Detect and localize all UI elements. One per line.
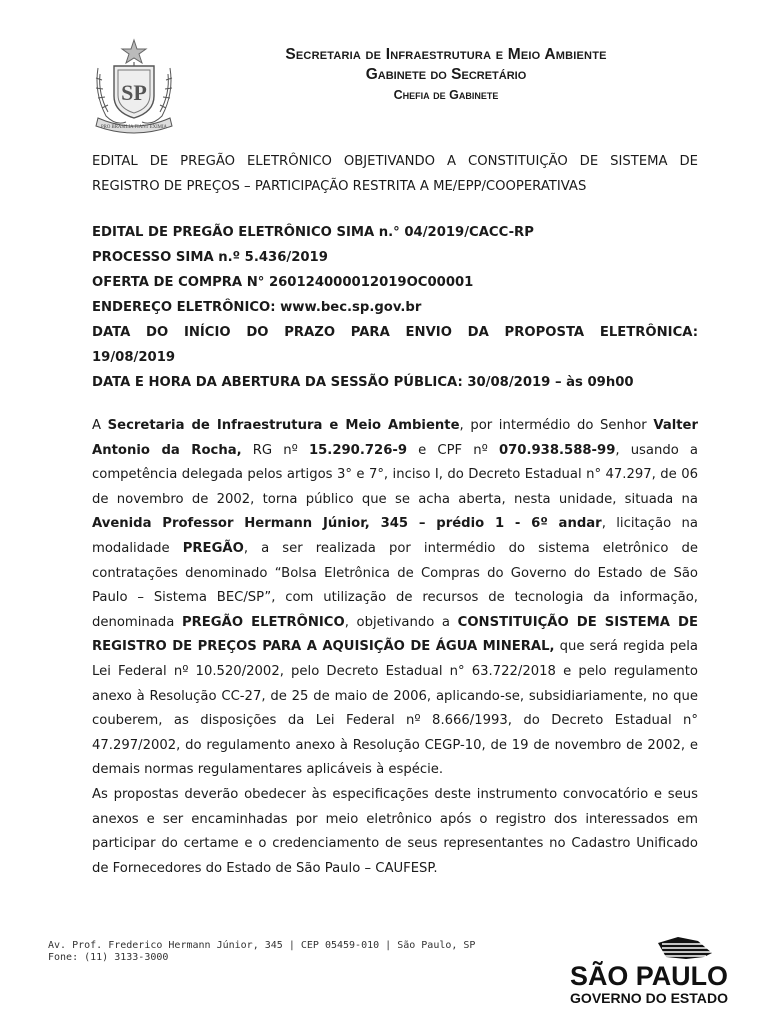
header-secretaria: Secretaria de Infraestrutura e Meio Ambiente [285, 46, 607, 63]
p1-bold: Valter Antonio da Rocha, [92, 418, 698, 458]
p1-bold: Secretaria de Infraestrutura e Meio Ambiente [107, 418, 460, 433]
p1-text: A [92, 418, 108, 433]
body-paragraph-2: As propostas deverão obedecer às especificações deste instrumento convocatório e seus anexos e ser encaminhadas por meio eletrônico após o registro dos interessados em participar do certame e o credenciamento de seus representantes no Cadastro Unificado de Fornecedores do Estado de São Paulo – CAUFESP. [92, 786, 698, 876]
footer-address: Av. Prof. Frederico Hermann Júnior, 345 | CEP 05459-010 | São Paulo, SP [48, 940, 476, 951]
logo-sao-paulo: SÃO PAULO [570, 961, 729, 991]
endereco-eletronico: ENDEREÇO ELETRÔNICO: www.bec.sp.gov.br [92, 300, 422, 315]
p1-text: , por intermédio do Senhor [459, 418, 654, 433]
p1-bold: 15.290.726-9 [308, 442, 408, 458]
p1-text: que será regida pela Lei Federal nº 10.520/2002, pelo Decreto Estadual n° 63.722/2018 e pelo regulamento anexo à Resolução CC-27, de 25 de maio de 2006, aplicando-se, subsidiariamente, no que couberem, as disposições da Lei Federal nº 8.666/1993, do Decreto Estadual n° 47.297/2002, do regulamento anexo à Resolução CEGP-10, de 19 de novembro de 2002, e demais normas regulamentares aplicáveis à espécie. [92, 639, 698, 778]
p1-bold: PREGÃO ELETRÔNICO [181, 614, 345, 630]
edital-number: EDITAL DE PREGÃO ELETRÔNICO SIMA n.° 04/2019/CACC-RP [92, 225, 534, 240]
logo-governo-do-estado: GOVERNO DO ESTADO [570, 990, 729, 1006]
data-inicio-value: 19/08/2019 [92, 350, 176, 365]
p1-text: , objetivando a [344, 614, 458, 630]
p1-bold: 070.938.588-99 [498, 442, 616, 458]
sao-paulo-government-logo-icon [566, 935, 732, 1015]
seal-motto: PRO BRASILIA FIANT EXIMIA [101, 125, 168, 130]
data-abertura: DATA E HORA DA ABERTURA DA SESSÃO PÚBLICA: 30/08/2019 – às 09h00 [92, 375, 634, 390]
p1-bold: PREGÃO [182, 540, 244, 556]
processo-number: PROCESSO SIMA n.º 5.436/2019 [92, 250, 328, 265]
oferta-compra: OFERTA DE COMPRA N° 260124000012019OC00001 [92, 275, 474, 290]
seal-monogram: SP [121, 80, 147, 105]
p1-text: , licitação na modalidade [92, 516, 698, 556]
header-chefia: Chefia de Gabinete [393, 88, 499, 102]
header-gabinete: Gabinete do Secretário [365, 66, 527, 83]
p1-text: , a ser realizada por intermédio do sistema eletrônico de contratações denominado “Bolsa Eletrônica de Compras do Governo do Estado de São Paulo – Sistema BEC/SP”, com utilização de recursos de tecnologia da informação, denominada [92, 540, 698, 630]
document-body [92, 414, 698, 881]
p1-bold: CONSTITUIÇÃO DE SISTEMA DE REGISTRO DE PREÇOS PARA A AQUISIÇÃO DE ÁGUA MINERAL, [92, 614, 698, 655]
data-inicio-label: DATA DO INÍCIO DO PRAZO PARA ENVIO DA PROPOSTA ELETRÔNICA: [92, 325, 698, 340]
body-paragraph-1 [92, 414, 698, 783]
p1-bold: Avenida Professor Hermann Júnior, 345 – prédio 1 - 6º andar [92, 516, 602, 532]
document-title: EDITAL DE PREGÃO ELETRÔNICO OBJETIVANDO A CONSTITUIÇÃO DE SISTEMA DE REGISTRO DE PREÇOS – PARTICIPAÇÃO RESTRITA A ME/EPP/COOPERATIVAS [92, 154, 698, 194]
p1-text: , usando a competência delegada pelos artigos 3° e 7°, inciso I, do Decreto Estadual n° 47.297, de 06 de novembro de 2002, torna público que se acha aberta, nesta unidade, situada na [92, 442, 699, 507]
letterhead [176, 45, 716, 105]
p1-text: RG nº [241, 442, 309, 458]
edital-details [92, 220, 698, 395]
p1-text: e CPF nº [407, 442, 499, 458]
footer-phone: Fone: (11) 3133-3000 [48, 952, 169, 963]
sao-paulo-coat-of-arms-icon [92, 38, 176, 134]
page-footer [48, 940, 475, 964]
